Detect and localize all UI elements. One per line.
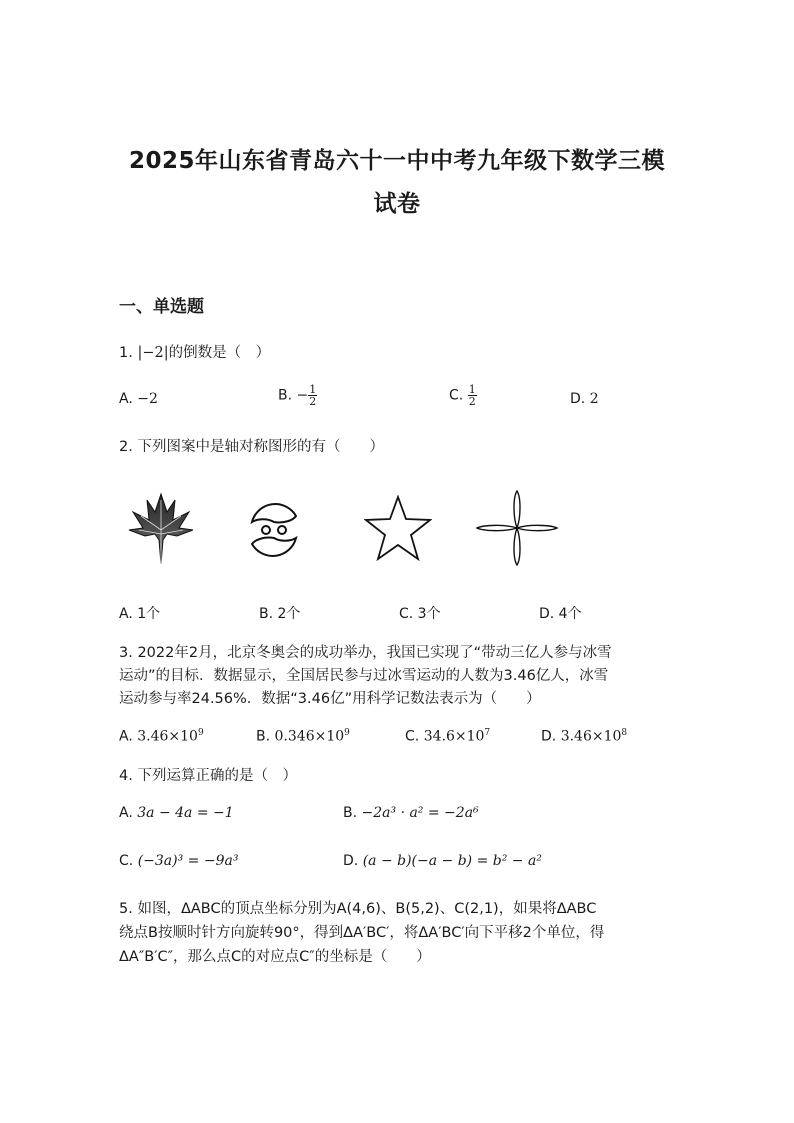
q3-option-b-label: B. xyxy=(256,728,271,745)
q1-option-a-label: A. xyxy=(119,391,133,407)
q1-option-d-label: D. xyxy=(570,391,586,407)
q4-option-c-label: C. xyxy=(119,853,134,869)
q4-option-b-expr: −2a³ · a² = −2a⁶ xyxy=(361,805,479,821)
question-3-line3: 运动参与率24.56%．数据“3.46亿”用科学记数法表示为（ ） xyxy=(119,691,541,707)
question-1 xyxy=(119,341,270,365)
question-4-text: 4. 下列运算正确的是（ ） xyxy=(119,768,297,784)
q4-option-c[interactable] xyxy=(119,853,238,869)
q4-option-d[interactable] xyxy=(343,853,542,869)
q4-option-a[interactable] xyxy=(119,805,234,821)
question-5-line3: ΔA″B′C″，那么点C的对应点C″的坐标是（ ） xyxy=(119,949,431,965)
swirl-icon xyxy=(244,500,304,560)
question-3-line1: 3. 2022年2月，北京冬奥会的成功举办，我国已实现了“带动三亿人参与冰雪 xyxy=(119,645,612,661)
q4-option-d-expr: (a − b)(−a − b) = b² − a² xyxy=(362,853,542,869)
question-2-text: 2. 下列图案中是轴对称图形的有（ ） xyxy=(119,439,384,455)
q1-option-c[interactable] xyxy=(449,384,477,407)
q3-option-b-exp: 9 xyxy=(344,728,350,738)
q4-option-a-label: A. xyxy=(119,805,133,821)
question-5-line2: 绕点B按顺时针方向旋转90°，得到ΔA′BC′，将ΔA′BC′向下平移2个单位，得 xyxy=(119,925,605,941)
q3-option-a-base: 3.46×10 xyxy=(137,728,198,745)
q3-option-d-exp: 8 xyxy=(621,728,628,738)
q3-option-a-label: A. xyxy=(119,728,133,745)
q2-option-a[interactable]: A. 1个 xyxy=(119,606,161,622)
q1-option-c-label: C. xyxy=(449,387,464,404)
question-1-text: 的倒数是（ ） xyxy=(168,345,271,361)
q3-option-b[interactable] xyxy=(256,728,350,745)
star-icon xyxy=(364,495,432,561)
q3-option-c[interactable] xyxy=(405,728,490,745)
q3-option-d-label: D. xyxy=(541,728,557,745)
maple-leaf-icon xyxy=(127,490,195,566)
exam-title-line1: 2025年山东省青岛六十一中中考九年级下数学三模 xyxy=(128,148,665,174)
q1-option-a-value: −2 xyxy=(137,391,158,407)
question-5-line1: 5. 如图，ΔABC的顶点坐标分别为A(4,6)、B(5,2)、C(2,1)，如果将ΔABC xyxy=(119,901,597,917)
q3-option-b-base: 0.346×10 xyxy=(274,728,345,745)
q1-option-d-value: 2 xyxy=(589,391,599,407)
q3-option-c-label: C. xyxy=(405,728,420,745)
q2-option-c[interactable]: C. 3个 xyxy=(399,606,441,622)
q1-option-b[interactable] xyxy=(278,384,317,407)
question-3-line2: 运动”的目标．数据显示，全国居民参与过冰雪运动的人数为3.46亿人，冰雪 xyxy=(119,668,609,684)
q2-option-b[interactable]: B. 2个 xyxy=(259,606,301,622)
q1-option-a[interactable] xyxy=(119,391,158,407)
q4-option-b[interactable] xyxy=(343,805,479,821)
q4-option-d-label: D. xyxy=(343,853,359,869)
exam-title-line2: 试卷 xyxy=(373,191,421,217)
q4-option-b-label: B. xyxy=(343,805,358,821)
q1-option-b-label: B. xyxy=(278,387,293,404)
q1-option-d[interactable] xyxy=(570,391,599,407)
question-1-number: 1. xyxy=(119,345,133,361)
q3-option-c-base: 34.6×10 xyxy=(423,728,485,745)
q3-option-d[interactable] xyxy=(541,728,627,745)
q1-option-c-fraction: $\frac{1}{2}$ xyxy=(468,383,476,408)
q4-option-c-expr: (−3a)³ = −9a³ xyxy=(137,853,239,869)
section-heading: 一、单选题 xyxy=(119,297,204,317)
petal-cross-icon xyxy=(475,489,559,567)
q2-option-d[interactable]: D. 4个 xyxy=(539,606,582,622)
q1-option-b-sign: − xyxy=(296,387,309,404)
q1-option-b-fraction: $\frac{1}{2}$ xyxy=(309,383,317,408)
q3-option-d-base: 3.46×10 xyxy=(560,728,622,745)
q3-option-a-exp: 9 xyxy=(197,728,204,738)
q3-option-a[interactable] xyxy=(119,728,204,745)
question-1-expression: |−2| xyxy=(137,345,169,361)
q3-option-c-exp: 7 xyxy=(484,728,491,738)
q4-option-a-expr: 3a − 4a = −1 xyxy=(137,805,234,821)
